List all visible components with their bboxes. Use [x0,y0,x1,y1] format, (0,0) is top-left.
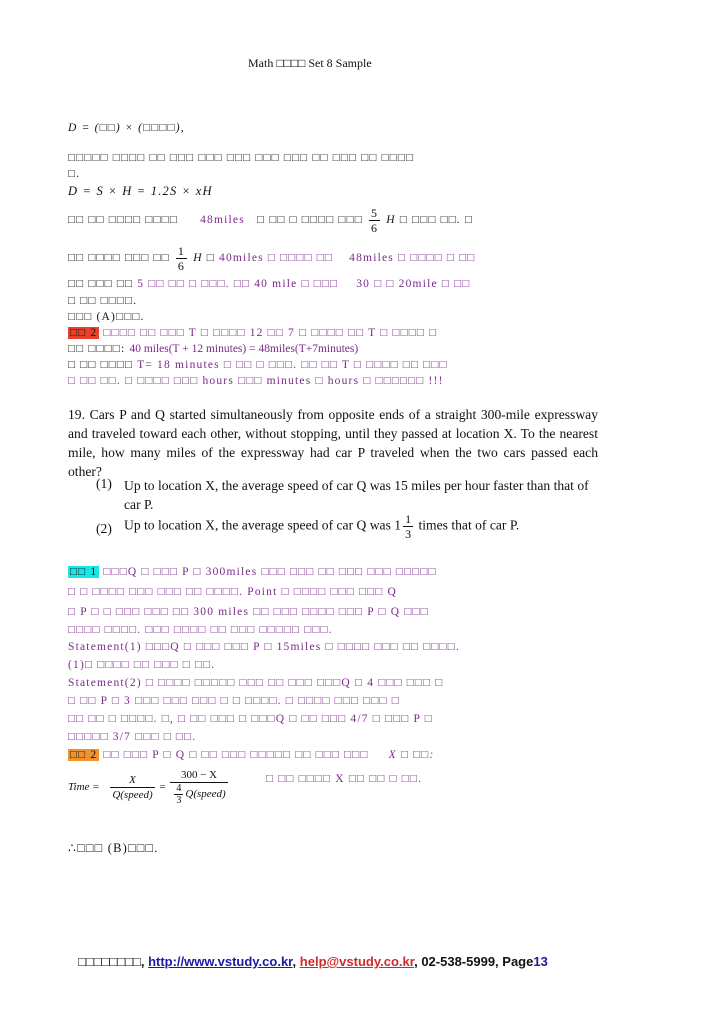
numerator: X [110,773,154,788]
method-2-line [68,375,444,387]
text-segment: Up to location X, the average speed of car Q was [124,517,391,533]
solution-text-line: □ □ □□□□ □□□ □□□ □□ □□□□. Point □ □□□□ □□□ □□□ Q [68,586,398,598]
numerator: 1 [405,512,412,526]
solution-text-line: □. [68,168,81,180]
statement-2-line: □□□□□ 3/7 □□□ □ □□. [68,731,197,743]
method-2-line [68,343,358,355]
question-number: 19. [68,407,85,422]
statement-2-line: Statement(2) □ □□□□ □□□□□ □□□ □□ □□□ □□□Q □ 4 □□□ □□□ □ [68,677,444,689]
statement-1-line: (1)□ □□□□ □□ □□□ □ □□. [68,659,216,671]
text-segment: Q(speed) [185,788,226,801]
text-segment: H □ [193,252,215,265]
question-text: Cars P and Q started simultaneously from opposite ends of a straight 300-mile expressway and traveled toward each other, without stopping, until they passed at location X. To the nearest mile, how many miles of the expressway had car P traveled when the two cars passed each other? [68,407,598,479]
footer-contact: , 02-538-5999, Page [414,954,534,969]
method-2-line [68,749,434,761]
method-2-tag: □□ 2 [70,749,98,761]
text-segment: 40miles □ □□□□ □□ [219,252,334,265]
solution-text-line: □ P □ □ □□□ □□□ □□ 300 miles □□ □□□ □□□□ □□□ P □ Q □□□ [68,606,429,618]
numerator: 1 [177,244,186,258]
solution-text-line [68,244,475,273]
equation-label: Time = [68,781,100,793]
text-segment: 5 □□ □□ □ □□□. □□ 40 mile □ □□□ [137,278,339,290]
text-segment: □ □□ □ □□□□ □□□ [256,214,363,227]
method-1-line [68,566,437,578]
option-2-number: (2) [96,521,112,536]
option-1-text: Up to location X, the average speed of car Q was 15 miles per hour faster than that of car P. [124,478,589,512]
page-footer [78,954,548,969]
page-header: Math □□□□ Set 8 Sample [248,56,372,70]
method-1-tag: □□ 1 [70,566,98,578]
fraction [369,206,380,235]
text-segment: X □ □□: [388,749,435,761]
method-2-line [68,327,437,339]
solution-text-line: □ □□ □□□□. [68,295,138,307]
separator: , [292,954,297,969]
text-segment: 48miles □ □□□□ □ □□ [349,252,476,265]
denominator: 3 [405,527,412,541]
fraction [110,773,154,802]
denominator: 3 [176,795,182,806]
text-segment: minutes □ hours □ □□□□□□ !!! [266,375,444,387]
formula-d-equation: D = S × H = 1.2S × xH [68,184,213,198]
fraction [176,244,187,273]
statement-2-line: □ □□ P □ 3 □□□ □□□ □□□ □ □ □□□□. □ □□□□ □□□ □□□ □ [68,695,400,707]
formula-d-text: D = (□□) × (□□□□), [68,122,185,134]
numerator: 5 [370,206,379,220]
answer-line: ∴□□□ (B)□□□. [68,841,159,855]
text-segment: 30 □ □ 20mile □ □□ [356,278,471,290]
fraction [170,768,227,806]
question-19-stem [68,405,598,481]
page-number: 13 [533,954,548,969]
fraction [403,512,413,541]
text-segment: □□ □□□ P □ Q □ □□ □□□ □□□□□ □□ □□□ □□□ [103,749,369,761]
solution-text-line: □ □□ □□□□ X □□ □□ □ □□. [266,773,423,785]
footer-brand: □□□□□□□□, [78,954,145,969]
text-segment: □□ □□□ □□ [68,278,134,290]
method-2-line [68,359,448,371]
text-segment: □□ □□□□ □□□ □□ [68,252,170,265]
equals-sign: = [159,781,166,793]
text-segment: times that of car P. [418,517,520,533]
denominator: Q(speed) [112,788,153,801]
option-2-text [124,512,519,541]
solution-text-line [68,278,470,290]
email-link[interactable]: help@vstudy.co.kr [299,954,415,969]
website-link[interactable]: http://www.vstudy.co.kr [148,954,293,969]
denominator: 6 [177,259,186,273]
equation: 40 miles(T + 12 minutes) = 48miles(T+7minutes) [129,343,359,355]
numerator: 300 − X [170,768,227,783]
text-segment: hours □□□ [202,375,263,387]
denominator: 6 [370,221,379,235]
statement-1-line: Statement(1) □□□Q □ □□□ □□□ P □ 15miles □ □□□□ □□□ □□ □□□□. [68,641,460,653]
text-segment: □□ □□□□: [68,343,126,355]
text-segment: □□□Q □ □□□ P □ 300miles □□□ □□□ □□ □□□ □□□ □□□□□ [103,566,437,578]
text-segment: □□□□ □□ □□□ T □ □□□□ 12 □□ 7 □ □□□□ □□ T □ □□□□ □ [103,327,438,339]
text-segment: □ □□ □□□□ [68,359,134,371]
solution-text-line: □□□□ □□□□. □□□ □□□□ □□ □□□ □□□□□ □□□. [68,624,333,636]
solution-text-line: □□□□□ □□□□ □□ □□□ □□□ □□□ □□□ □□□ □□ □□□ □□ □□□□ [68,152,415,164]
denominator [170,783,227,806]
numerator: 4 [176,783,182,794]
text-segment: □ □□ □□. □ □□□□ □□□ [68,375,199,387]
method-2-tag: □□ 2 [70,327,98,339]
text-segment: T= 18 minutes □ □□ □ □□□. □□ □□ T □ □□□□ □□ □□□ [137,359,448,371]
solution-text-line [68,206,473,235]
mixed-number-whole: 1 [394,517,402,533]
time-equation [68,768,230,806]
answer-line: □□□ (A)□□□. [68,311,145,323]
text-segment: □□ □□ □□□□ □□□□ [68,214,178,227]
text-segment: H □ □□□ □□. □ [386,214,474,227]
statement-2-line: □□ □□ □ □□□□. □, □ □□ □□□ □ □□□Q □ □□ □□□ 4/7 □ □□□ P □ [68,713,433,725]
option-1-number: (1) [96,476,112,491]
fraction [174,783,183,806]
text-segment: 48miles [200,214,245,227]
